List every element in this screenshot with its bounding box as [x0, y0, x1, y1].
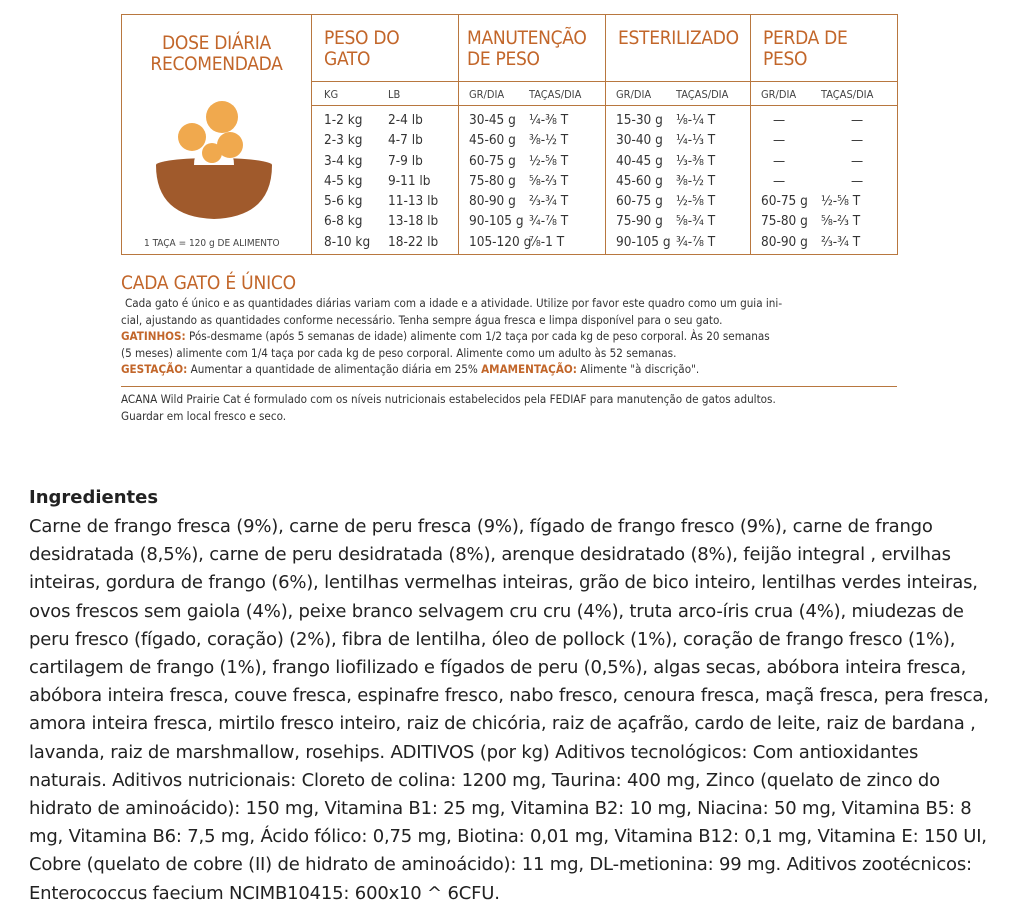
- maintenance-m_t: ⅔-¾ T: [529, 193, 569, 210]
- sub-sterilized: [606, 82, 751, 106]
- sterilized-e_g: 40-45 g: [616, 152, 663, 169]
- loss-p_g: —: [773, 152, 786, 169]
- daily-dose-cell: [122, 15, 312, 255]
- loss-row: [751, 211, 897, 231]
- feeding-guide: [121, 14, 897, 255]
- sterilized-e_g: 45-60 g: [616, 172, 663, 189]
- unique-note: [121, 295, 901, 378]
- sub-gr: GR/DIA: [761, 88, 797, 101]
- sterilized-row: [606, 151, 750, 171]
- loss-row: [751, 191, 897, 211]
- loss-row: [751, 171, 897, 191]
- footer-line-1: ACANA Wild Prairie Cat é formulado com os níveis nutricionais estabelecidos pela FEDIAF para manutenção de gatos adultos.: [121, 392, 776, 406]
- header-sterilized: [606, 15, 751, 82]
- maintenance-row: [459, 211, 605, 231]
- header-maintenance-text: MANUTENÇÃO DE PESO: [467, 27, 587, 70]
- unique-line-2: cial, ajustando as quantidades conforme necessário. Tenha sempre água fresca e limpa disponível para o seu gato.: [121, 312, 723, 327]
- sub-loss: [751, 82, 898, 106]
- sterilized-row: [606, 110, 750, 130]
- maintenance-m_g: 60-75 g: [469, 152, 516, 169]
- loss-p_t: —: [851, 152, 864, 169]
- sub-tacas: TAÇAS/DIA: [821, 88, 874, 101]
- sub-weight: [312, 82, 459, 106]
- loss-p_t: ½-⅝ T: [821, 193, 861, 210]
- sub-gr: GR/DIA: [616, 88, 652, 101]
- sub-tacas: TAÇAS/DIA: [529, 88, 582, 101]
- weight-lb: 9-11 lb: [388, 172, 431, 189]
- header-cat-weight: [312, 15, 459, 82]
- unique-cat-title: CADA GATO É ÚNICO: [121, 272, 296, 294]
- loss-row: [751, 130, 897, 150]
- weight-lb: 4-7 lb: [388, 132, 423, 149]
- loss-p_t: —: [851, 112, 864, 128]
- maintenance-m_t: ¼-⅜ T: [529, 112, 569, 128]
- weight-kg: 1-2 kg: [324, 112, 363, 128]
- loss-p_t: —: [851, 132, 864, 149]
- ingredients-text: Carne de frango fresca (9%), carne de peru fresca (9%), fígado de frango fresco (9%), carne de frango desidratada (8,5%), carne de peru desidratada (8%), arenque desidratado (8%), feijão integral , ervilhas inteiras, gordura de frango (6%), lentilhas vermelhas inteiras, grão de bico inteiro, lentilhas verdes inteiras, ovos frescos sem gaiola (4%), peixe branco selvagem cru cru (4%), truta arco-íris crua (4%), miudezas de peru fresco (fígado, coração) (2%), fibra de lentilha, óleo de pollock (1%), coração de frango fresco (1%), cartilagem de frango (1%), frango liofilizado e fígados de peru (0,5%), algas secas, abóbora inteira fresca, abóbora inteira fresca, couve fresca, espinafre fresco, nabo fresco, cenoura fresca, maçã fresca, pera fresca, amora inteira fresca, mirtilo fresco inteiro, raiz de chicória, raiz de açafrão, cardo de leite, raiz de bardana , lavanda, raiz de marshmallow, rosehips. ADITIVOS (por kg) Aditivos tecnológicos: Com antioxidantes naturais. Aditivos nutricionais: Cloreto de colina: 1200 mg, Taurina: 400 mg, Zinco (quelato de zinco do hidrato de aminoácido): 150 mg, Vitamina B1: 25 mg, Vitamina B2: 10 mg, Niacina: 50 mg, Vitamina B5: 8 mg, Vitamina B6: 7,5 mg, Ácido fólico: 0,75 mg, Biotina: 0,01 mg, Vitamina B12: 0,1 mg, Vitamina E: 150 UI, Cobre (quelato de cobre (II) de hidrato de aminoácido): 11 mg, DL-metionina: 99 mg. Aditivos zootécnicos: Enterococcus faecium NCIMB10415: 600x10 ^ 6CFU.: [29, 516, 989, 904]
- sterilized-e_g: 90-105 g: [616, 233, 671, 250]
- sterilized-e_t: ⅛-¼ T: [676, 112, 716, 128]
- weight-kg: 4-5 kg: [324, 172, 363, 189]
- ingredients-heading: Ingredientes: [29, 487, 159, 508]
- kittens-line-1: [121, 328, 901, 345]
- loss-p_t: ⅝-⅔ T: [821, 213, 861, 230]
- sterilized-e_t: ½-⅝ T: [676, 193, 716, 210]
- loss-row: [751, 232, 897, 252]
- kittens-line-2: (5 meses) alimente com 1/4 taça por cada kg de peso corporal. Alimente como um adulto às 52 semanas.: [121, 345, 677, 360]
- loss-p_g: —: [773, 112, 786, 128]
- sterilized-row: [606, 211, 750, 231]
- header-weight-loss-text: PERDA DE PESO: [763, 27, 848, 70]
- weight-row: [312, 171, 458, 191]
- lactation-label: AMAMENTAÇÃO:: [481, 362, 577, 377]
- maintenance-row: [459, 171, 605, 191]
- lactation-text: Alimente "à discrição".: [580, 362, 700, 377]
- maintenance-row: [459, 151, 605, 171]
- sub-kg: KG: [324, 88, 339, 101]
- sterilized-row: [606, 191, 750, 211]
- loss-column: [751, 106, 898, 255]
- header-weight-loss: [751, 15, 898, 82]
- weight-lb: 18-22 lb: [388, 233, 439, 250]
- maintenance-m_g: 105-120 g: [469, 233, 532, 250]
- kittens-label: GATINHOS:: [121, 329, 186, 344]
- sterilized-e_t: ¾-⅞ T: [676, 233, 716, 250]
- food-bowl-icon: [122, 95, 312, 225]
- sub-maintenance: [459, 82, 606, 106]
- weight-kg: 5-6 kg: [324, 193, 363, 210]
- loss-p_t: ⅔-¾ T: [821, 233, 861, 250]
- footer-note: [121, 391, 901, 424]
- weight-lb: 13-18 lb: [388, 213, 439, 230]
- gestation-text: Aumentar a quantidade de alimentação diária em 25%: [190, 362, 478, 377]
- daily-dose-title: [122, 15, 311, 75]
- sterilized-e_t: ¼-⅓ T: [676, 132, 716, 149]
- sub-gr: GR/DIA: [469, 88, 505, 101]
- maintenance-m_g: 90-105 g: [469, 213, 524, 230]
- maintenance-m_g: 30-45 g: [469, 112, 516, 128]
- sterilized-row: [606, 171, 750, 191]
- cup-note: 1 TAÇA = 120 g DE ALIMENTO: [144, 238, 280, 250]
- maintenance-m_t: ¾-⅞ T: [529, 213, 569, 230]
- loss-p_g: —: [773, 132, 786, 149]
- loss-p_t: —: [851, 172, 864, 189]
- maintenance-m_t: ½-⅝ T: [529, 152, 569, 169]
- sterilized-e_g: 30-40 g: [616, 132, 663, 149]
- weight-row: [312, 211, 458, 231]
- sterilized-e_t: ⅜-½ T: [676, 172, 716, 189]
- maintenance-m_t: ⅝-⅔ T: [529, 172, 569, 189]
- maintenance-m_t: ⅜-½ T: [529, 132, 569, 149]
- header-sterilized-text: ESTERILIZADO: [618, 27, 739, 49]
- weight-lb: 2-4 lb: [388, 112, 423, 128]
- weight-lb: 11-13 lb: [388, 193, 439, 210]
- loss-p_g: 75-80 g: [761, 213, 808, 230]
- sterilized-e_t: ⅓-⅜ T: [676, 152, 716, 169]
- loss-p_g: 80-90 g: [761, 233, 808, 250]
- sterilized-e_g: 15-30 g: [616, 112, 663, 128]
- weight-row: [312, 110, 458, 130]
- unique-line-1: Cada gato é único e as quantidades diárias variam com a idade e a atividade. Utilize por favor este quadro como um guia ini-: [125, 296, 783, 310]
- sterilized-row: [606, 232, 750, 252]
- header-cat-weight-text: PESO DO GATO: [324, 27, 400, 70]
- kittens-text-1: Pós-desmame (após 5 semanas de idade) alimente com 1/2 taça por cada kg de peso corporal. Às 20 semanas: [189, 329, 770, 344]
- maintenance-row: [459, 110, 605, 130]
- weight-column: [312, 106, 459, 255]
- loss-row: [751, 151, 897, 171]
- maintenance-row: [459, 130, 605, 150]
- maintenance-row: [459, 232, 605, 252]
- weight-lb: 7-9 lb: [388, 152, 423, 169]
- sterilized-e_g: 75-90 g: [616, 213, 663, 230]
- maintenance-column: [459, 106, 606, 255]
- loss-p_g: 60-75 g: [761, 193, 808, 210]
- sterilized-e_g: 60-75 g: [616, 193, 663, 210]
- loss-p_g: —: [773, 172, 786, 189]
- gestation-label: GESTAÇÃO:: [121, 362, 188, 377]
- maintenance-row: [459, 191, 605, 211]
- sub-tacas: TAÇAS/DIA: [676, 88, 729, 101]
- weight-row: [312, 232, 458, 252]
- section-divider: [121, 386, 897, 387]
- maintenance-m_g: 45-60 g: [469, 132, 516, 149]
- ingredients-section: [29, 487, 999, 908]
- feeding-table: [121, 14, 898, 255]
- sterilized-column: [606, 106, 751, 255]
- weight-kg: 8-10 kg: [324, 233, 371, 250]
- weight-kg: 6-8 kg: [324, 213, 363, 230]
- weight-kg: 2-3 kg: [324, 132, 363, 149]
- sterilized-row: [606, 130, 750, 150]
- sub-lb: LB: [388, 88, 401, 101]
- weight-row: [312, 151, 458, 171]
- gestation-line: [121, 361, 901, 378]
- daily-dose-title-text: DOSE DIÁRIA RECOMENDADA: [150, 32, 283, 75]
- weight-row: [312, 130, 458, 150]
- weight-row: [312, 191, 458, 211]
- maintenance-m_g: 75-80 g: [469, 172, 516, 189]
- sterilized-e_t: ⅝-¾ T: [676, 213, 716, 230]
- maintenance-m_t: ⅞-1 T: [529, 233, 565, 250]
- header-maintenance: [459, 15, 606, 82]
- loss-row: [751, 110, 897, 130]
- footer-line-2: Guardar em local fresco e seco.: [121, 408, 287, 423]
- weight-kg: 3-4 kg: [324, 152, 363, 169]
- maintenance-m_g: 80-90 g: [469, 193, 516, 210]
